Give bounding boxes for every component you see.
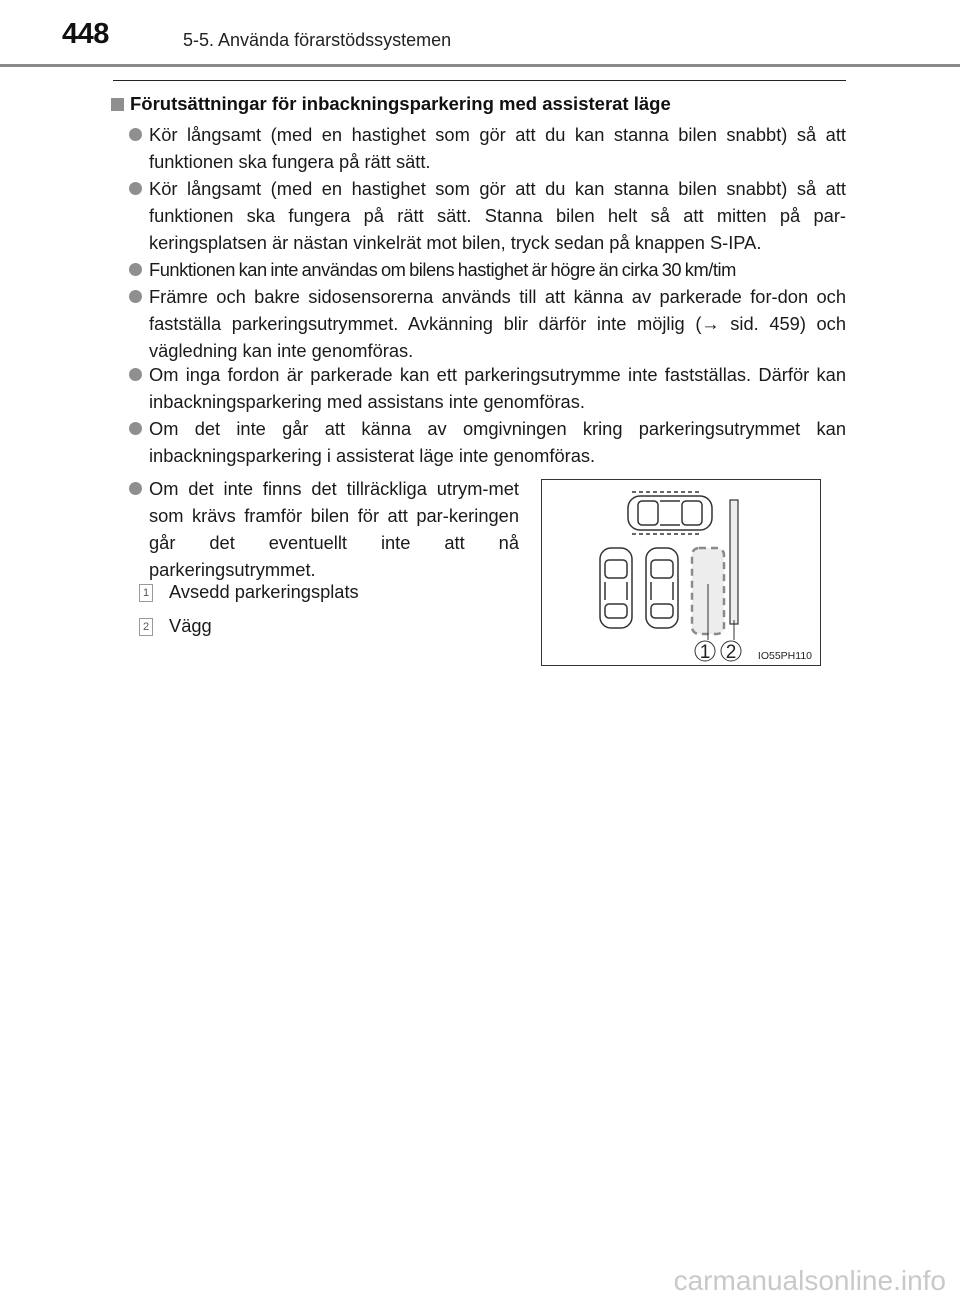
bullet-icon <box>129 290 142 303</box>
callout-2-label: 2 <box>725 642 737 663</box>
list-item <box>149 475 519 583</box>
section-rule <box>113 80 846 81</box>
list-item-text: Främre och bakre sidosensorerna används till att känna av parkerade for-don och fastställa parkeringsutrymmet. Avkänning blir därför inte möjlig (→ sid. 459) och vägledning kan inte genomföras. <box>149 286 846 361</box>
figure-caption <box>139 615 212 637</box>
parked-car-icon <box>600 548 632 628</box>
list-item-text: Om inga fordon är parkerade kan ett parkeringsutrymme inte fastställas. Därför kan inbackningsparkering med assistans inte genomföras. <box>149 364 846 412</box>
bullet-icon <box>129 482 142 495</box>
parking-figure <box>541 479 821 666</box>
callout-1-label: 1 <box>699 642 711 663</box>
caption-number: 1 <box>139 584 153 602</box>
list-item <box>149 175 846 256</box>
bullet-icon <box>129 263 142 276</box>
section-heading <box>111 93 851 115</box>
bullet-icon <box>129 128 142 141</box>
parking-illustration <box>542 480 820 665</box>
bullet-icon <box>129 422 142 435</box>
chapter-title: 5-5. Använda förarstödssystemen <box>183 30 452 50</box>
bullet-icon <box>129 368 142 381</box>
caption-text: Vägg <box>169 615 212 636</box>
list-item <box>149 361 846 415</box>
list-item-text: Om det inte finns det tillräckliga utrym-met som krävs framför bilen för att par-keringen går det eventuellt inte att nå parkeringsutrymmet. <box>149 478 519 580</box>
list-item <box>149 283 846 364</box>
section-heading-text: Förutsättningar för inbackningsparkering med assisterat läge <box>130 93 671 114</box>
watermark: carmanualsonline.info <box>673 1265 946 1296</box>
list-item-text: Funktionen kan inte användas om bilens hastighet är högre än cirka 30 km/tim <box>149 259 736 280</box>
list-item <box>149 256 846 283</box>
list-item <box>149 415 846 469</box>
list-item-text: Kör långsamt (med en hastighet som gör att du kan stanna bilen snabbt) så att funktionen ska fungera på rätt sätt. <box>149 124 846 172</box>
square-bullet-icon <box>111 98 124 111</box>
parked-car-icon <box>646 548 678 628</box>
list-item <box>149 121 846 175</box>
own-car-icon <box>628 492 712 534</box>
figure-caption <box>139 581 359 603</box>
figure-code: IO55PH110 <box>757 650 812 662</box>
header-rule <box>0 64 960 67</box>
list-item-text: Kör långsamt (med en hastighet som gör att du kan stanna bilen snabbt) så att funktionen ska fungera på rätt sätt. Stanna bilen helt så att mitten på par-keringsplatsen är nästan vinkelrät mot bilen, tryck sedan på knappen S-IPA. <box>149 178 846 253</box>
wall <box>730 500 738 624</box>
bullet-icon <box>129 182 142 195</box>
caption-number: 2 <box>139 618 153 636</box>
page-number: 448 <box>62 18 109 50</box>
list-item-text: Om det inte går att känna av omgivningen kring parkeringsutrymmet kan inbackningsparkering i assisterat läge inte genomföras. <box>149 418 846 466</box>
caption-text: Avsedd parkeringsplats <box>169 581 359 602</box>
